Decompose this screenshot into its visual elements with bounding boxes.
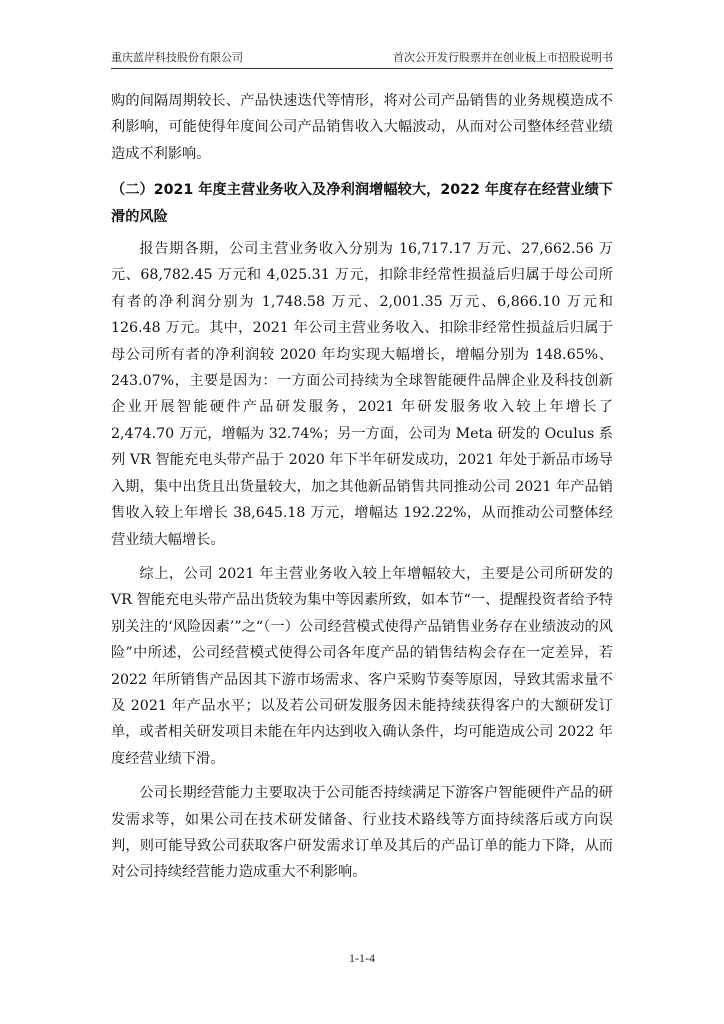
header-document-title: 首次公开发行股票并在创业板上市招股说明书 <box>393 51 613 64</box>
page-header <box>111 50 613 66</box>
body-paragraph-summary: 综上，公司 2021 年主营业务收入较上年增幅较大，主要是公司所研发的 VR 智能充电头带产品出货较为集中等因素所致，如本节“一、提醒投资者给予特别关注的‘风险因素’”之“（一）公司经营模式使得产品销售业务存在业绩波动的风险”中所述，公司经营模式使得公司各年度产品的销售结构会存在一定差异，若 2022 年所销售产品因其下游市场需求、客户采购节奏等原因，导致其需求量不及 2021 年产品水平；以及若公司研发服务因未能持续获得客户的大额研发订单，或者相关研发项目未能在年内达到收入确认条件，均可能造成公司 2022 年度经营业绩下滑。 <box>111 565 613 767</box>
body-paragraph-long-term: 公司长期经营能力主要取决于公司能否持续满足下游客户智能硬件产品的研发需求等，如果公司在技术研发储备、行业技术路线等方面持续落后或方向误判，则可能导致公司获取客户研发需求订单及其后的产品订单的能力下降，从而对公司持续经营能力造成重大不利影响。 <box>111 785 613 881</box>
page-number: 1-1-4 <box>349 951 375 965</box>
page-body <box>111 88 613 886</box>
intro-paragraph: 购的间隔周期较长、产品快速迭代等情形，将对公司产品销售的业务规模造成不利影响，可能使得年度间公司产品销售收入大幅波动，从而对公司整体经营业绩造成不利影响。 <box>111 93 613 162</box>
header-divider <box>111 68 613 69</box>
body-paragraph-financials: 报告期各期，公司主营业务收入分别为 16,717.17 万元、27,662.56 万元、68,782.45 万元和 4,025.31 万元，扣除非经常性损益后归属于母公司所有者的净利润分别为 1,748.58 万元、2,001.35 万元、6,866.10 万元和 126.48 万元。其中，2021 年公司主营业务收入、扣除非经常性损益后归属于母公司所有者的净利润较 2020 年均实现大幅增长，增幅分别为 148.65%、243.07%，主要是因为：一方面公司持续为全球智能硬件品牌企业及科技创新企业开展智能硬件产品研发服务，2021 年研发服务收入较上年增长了 2,474.70 万元，增幅为 32.74%；另一方面，公司为 Meta 研发的 Oculus 系列 VR 智能充电头带产品于 2020 年下半年研发成功，2021 年处于新品市场导入期，集中出货且出货量较大，加之其他新品销售共同推动公司 2021 年产品销售收入较上年增长 38,645.18 万元，增幅达 192.22%，从而推动公司整体经营业绩大幅增长。 <box>111 241 613 548</box>
header-company-name: 重庆蓝岸科技股份有限公司 <box>111 51 243 64</box>
section-heading: （二）2021 年度主营业务收入及净利润增幅较大，2022 年度存在经营业绩下滑的风险 <box>111 182 613 225</box>
